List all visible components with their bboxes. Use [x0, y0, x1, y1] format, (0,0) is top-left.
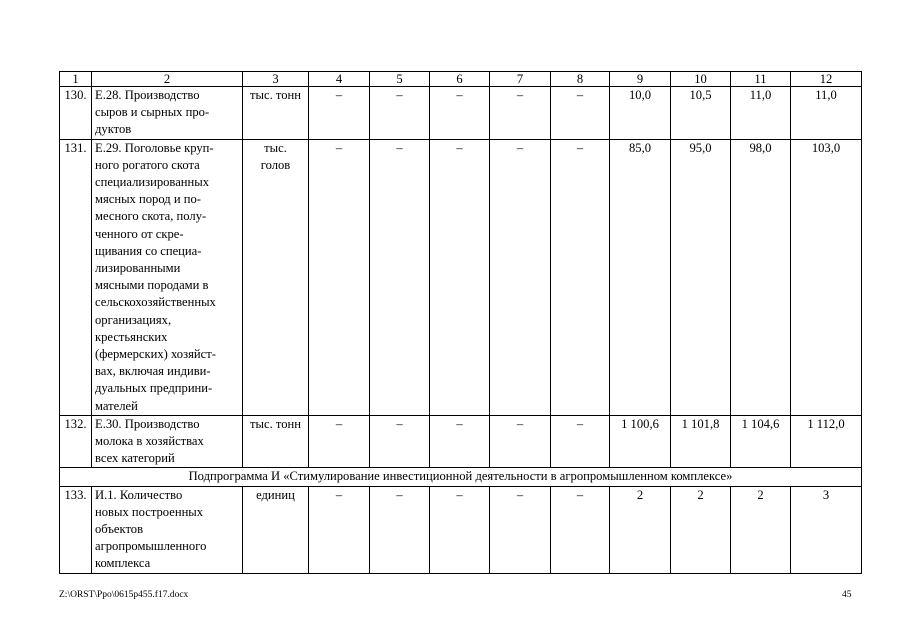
value-cell: – [490, 486, 551, 573]
header-cell: 10 [671, 72, 731, 87]
value-cell: 2 [731, 486, 791, 573]
value-cell: – [551, 486, 610, 573]
table-row [60, 87, 862, 140]
header-cell: 8 [551, 72, 610, 87]
value-cell: – [430, 139, 490, 415]
value-cell: – [551, 139, 610, 415]
table-row [60, 139, 862, 415]
page-number: 45 [842, 590, 852, 600]
value-cell: 103,0 [791, 139, 862, 415]
header-cell: 3 [243, 72, 309, 87]
table-row [60, 486, 862, 573]
header-cell: 2 [92, 72, 243, 87]
value-cell: – [309, 415, 370, 468]
value-cell: – [551, 415, 610, 468]
value-cell: – [430, 486, 490, 573]
value-cell: 11,0 [791, 87, 862, 140]
indicator-table [59, 71, 862, 574]
indicator-name: И.1. Количество новых построенных объектов агропромышленного комплекса [92, 486, 243, 573]
value-cell: – [430, 415, 490, 468]
subprogram-title: Подпрограмма И «Стимулирование инвестиционной деятельности в агропромышленном комплексе» [60, 468, 862, 486]
row-number: 130. [60, 87, 92, 140]
subprogram-row [60, 468, 862, 486]
row-number: 133. [60, 486, 92, 573]
row-number: 131. [60, 139, 92, 415]
value-cell: 1 101,8 [671, 415, 731, 468]
unit-cell: тыс. тонн [243, 415, 309, 468]
unit-cell: единиц [243, 486, 309, 573]
header-row [60, 72, 862, 87]
value-cell: – [430, 87, 490, 140]
value-cell: – [309, 139, 370, 415]
value-cell: – [370, 415, 430, 468]
value-cell: 95,0 [671, 139, 731, 415]
value-cell: 85,0 [610, 139, 671, 415]
value-cell: 11,0 [731, 87, 791, 140]
value-cell: 1 112,0 [791, 415, 862, 468]
header-cell: 6 [430, 72, 490, 87]
value-cell: 1 100,6 [610, 415, 671, 468]
value-cell: – [370, 486, 430, 573]
unit-cell: тыс. голов [243, 139, 309, 415]
value-cell: – [370, 139, 430, 415]
header-cell: 1 [60, 72, 92, 87]
header-cell: 7 [490, 72, 551, 87]
indicator-name: Е.29. Поголовье круп- ного рогатого скота специализированных мясных пород и по- месного скота, полу- ченного от скре- щивания со специа- лизированными мясными породами в сельскохозяйственных организациях, крестьянских (фермерских) хозяйст- вах, включая индиви- дуальных предприни- мателей [92, 139, 243, 415]
value-cell: 98,0 [731, 139, 791, 415]
value-cell: 2 [610, 486, 671, 573]
unit-cell: тыс. тонн [243, 87, 309, 140]
file-path: Z:\ORST\Ppo\0615p455.f17.docx [59, 590, 189, 600]
value-cell: – [490, 415, 551, 468]
value-cell: 2 [671, 486, 731, 573]
header-cell: 4 [309, 72, 370, 87]
value-cell: 1 104,6 [731, 415, 791, 468]
value-cell: 3 [791, 486, 862, 573]
header-cell: 12 [791, 72, 862, 87]
row-number: 132. [60, 415, 92, 468]
indicator-table-container [59, 71, 861, 574]
value-cell: – [370, 87, 430, 140]
header-cell: 9 [610, 72, 671, 87]
table-row [60, 415, 862, 468]
indicator-name: Е.30. Производство молока в хозяйствах всех категорий [92, 415, 243, 468]
value-cell: – [490, 87, 551, 140]
header-cell: 5 [370, 72, 430, 87]
value-cell: 10,5 [671, 87, 731, 140]
value-cell: 10,0 [610, 87, 671, 140]
header-cell: 11 [731, 72, 791, 87]
value-cell: – [309, 87, 370, 140]
indicator-name: Е.28. Производство сыров и сырных про- дуктов [92, 87, 243, 140]
value-cell: – [551, 87, 610, 140]
value-cell: – [309, 486, 370, 573]
value-cell: – [490, 139, 551, 415]
